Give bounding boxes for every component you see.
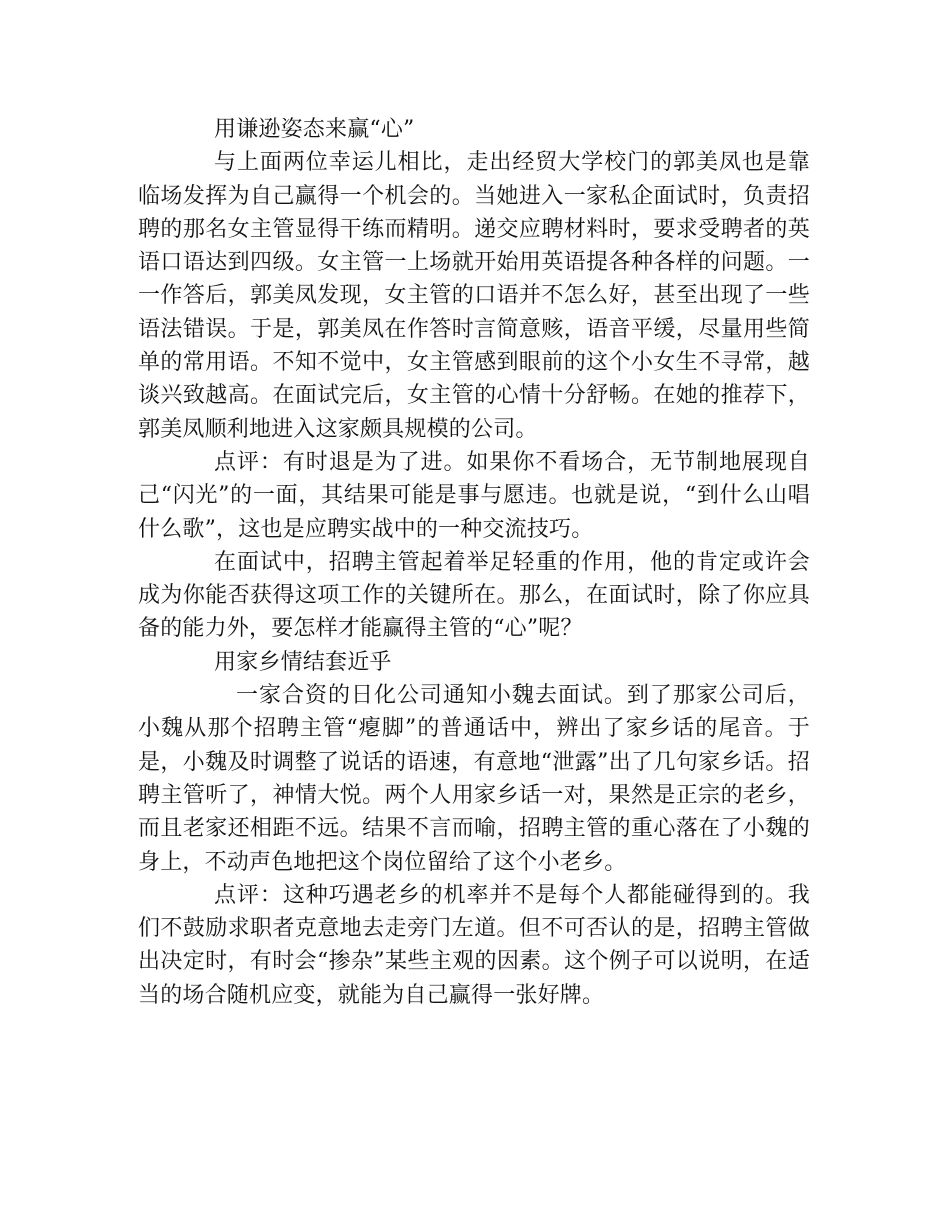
paragraph-interview-intro: 在面试中，招聘主管起着举足轻重的作用，他的肯定或许会成为你能否获得这项工作的关键所在。那么，在面试时，除了你应具备的能力外，要怎样才能赢得主管的“心”呢？	[138, 549, 810, 642]
section-heading-humility: 用谦逊姿态来赢“心”	[214, 117, 415, 142]
comment-paragraph-1: 点评：有时退是为了进。如果你不看场合，无节制地展现自己“闪光”的一面，其结果可能是事与愿违。也就是说，“到什么山唱什么歌”，这也是应聘实战中的一种交流技巧。	[138, 449, 810, 542]
paragraph-xiao-wei-story: 一家合资的日化公司通知小魏去面试。到了那家公司后，小魏从那个招聘主管“瘪脚”的普通话中，辨出了家乡话的尾音。于是，小魏及时调整了说话的语速，有意地“泄露”出了几句家乡话。招聘主管听了，神情大悦。两个人用家乡话一对，果然是正宗的老乡，而且老家还相距不远。结果不言而喻，招聘主管的重心落在了小魏的身上，不动声色地把这个岗位留给了这个小老乡。	[138, 683, 810, 875]
document-body	[138, 113, 810, 1012]
section-heading-hometown: 用家乡情结套近乎	[214, 649, 392, 675]
paragraph-guo-meifeng-story: 与上面两位幸运儿相比，走出经贸大学校门的郭美凤也是靠临场发挥为自己赢得一个机会的。当她进入一家私企面试时，负责招聘的那名女主管显得干练而精明。递交应聘材料时，要求受聘者的英语口语达到四级。女主管一上场就开始用英语提各种各样的问题。一一作答后，郭美凤发现，女主管的口语并不怎么好，甚至出现了一些语法错误。于是，郭美凤在作答时言简意赅，语音平缓，尽量用些简单的常用语。不知不觉中，女主管感到眼前的这个小女生不寻常，越谈兴致越高。在面试完后，女主管的心情十分舒畅。在她的推荐下，郭美凤顺利地进入这家颇具规模的公司。	[138, 150, 810, 442]
comment-paragraph-2: 点评：这种巧遇老乡的机率并不是每个人都能碰得到的。我们不鼓励求职者克意地去走旁门左道。但不可否认的是，招聘主管做出决定时，有时会“掺杂”某些主观的因素。这个例子可以说明，在适当的场合随机应变，就能为自己赢得一张好牌。	[138, 882, 810, 1008]
